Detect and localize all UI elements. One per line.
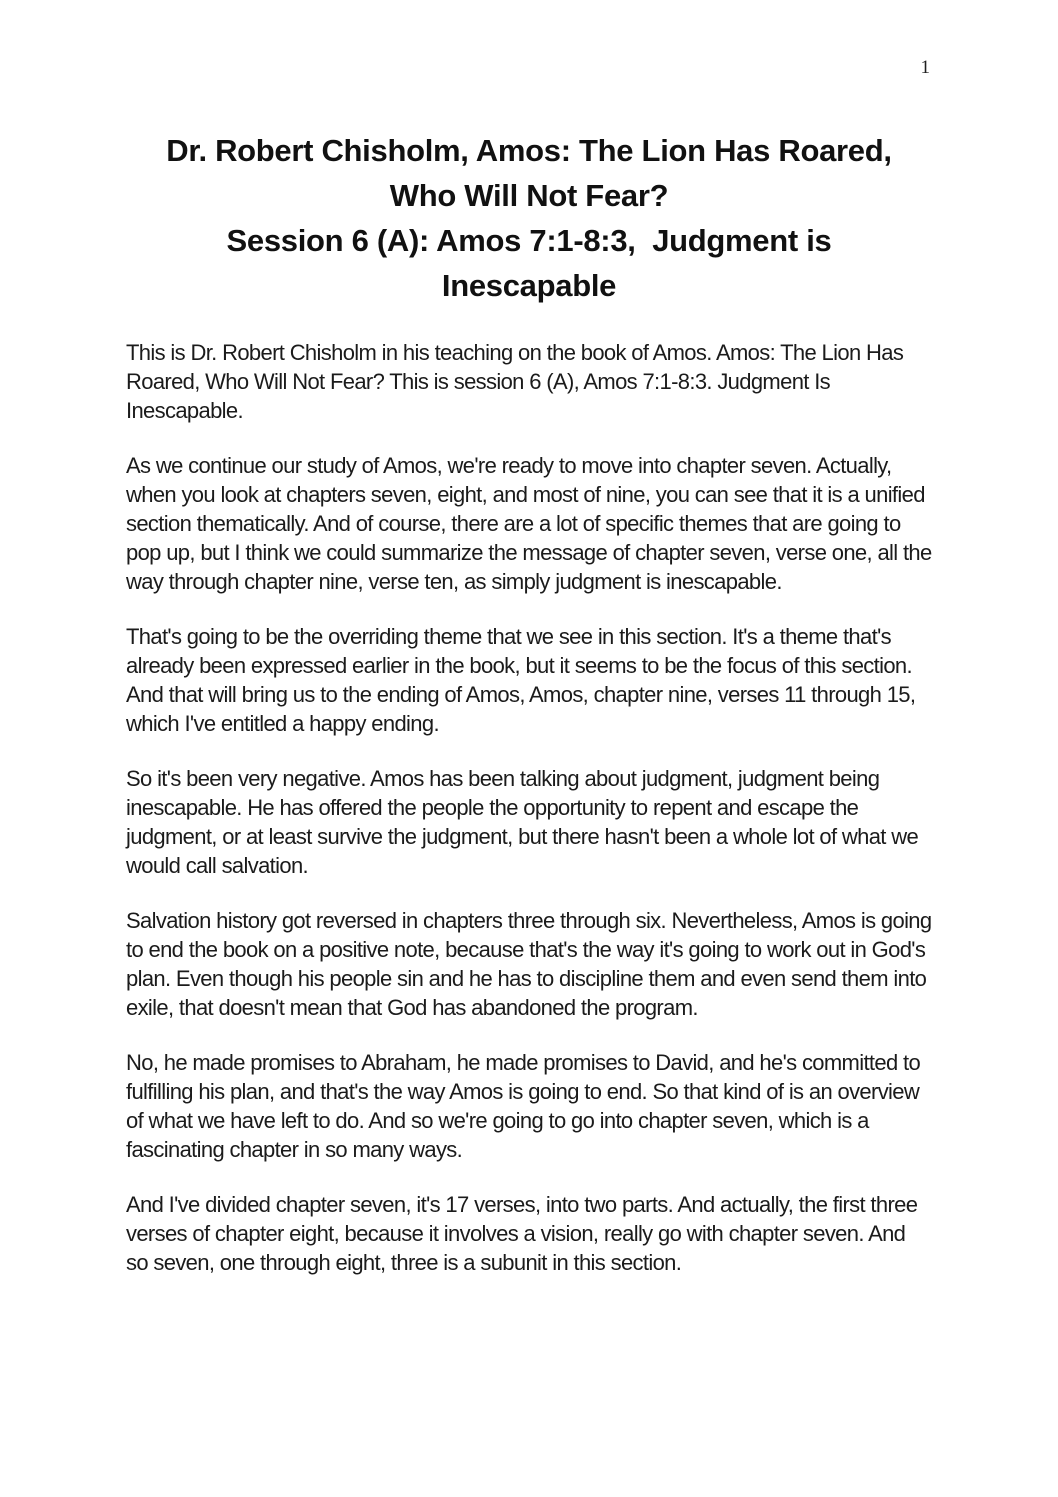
paragraph-promises: No, he made promises to Abraham, he made promises to David, and he's committed to fulfilling his plan, and that's the way Amos is going to end. So that kind of is an overview of what we have left to do. And so we're going to go into chapter seven, which is a fascinating chapter in so many ways. [126, 1050, 921, 1162]
paragraph-salvation-history: Salvation history got reversed in chapters three through six. Nevertheless, Amos is going to end the book on a positive note, because that's the way it's going to work out in God's plan. Even though his people sin and he has to discipline them and even send them into exile, that doesn't mean that God has abandoned the program. [126, 908, 932, 1020]
title-line-3: Session 6 (A): Amos 7:1-8:3, Judgment is [226, 223, 832, 258]
paragraph-study-continue: As we continue our study of Amos, we're ready to move into chapter seven. Actually, when you look at chapters seven, eight, and most of nine, you can see that it is a unified section thematically. And of course, there are a lot of specific themes that are going to pop up, but I think we could summarize the message of chapter seven, verse one, all the way through chapter nine, verse ten, as simply judgment is inescapable. [126, 453, 932, 594]
document-title [126, 128, 932, 308]
paragraph-very-negative: So it's been very negative. Amos has been talking about judgment, judgment being inescapable. He has offered the people the opportunity to repent and escape the judgment, or at least survive the judgment, but there hasn't been a whole lot of what we would call salvation. [126, 766, 919, 878]
title-line-1: Dr. Robert Chisholm, Amos: The Lion Has Roared, [166, 133, 892, 168]
paragraph-overriding-theme: That's going to be the overriding theme that we see in this section. It's a theme that's already been expressed earlier in the book, but it seems to be the focus of this section. And that will bring us to the ending of Amos, Amos, chapter nine, verses 11 through 15, which I've entitled a happy ending. [126, 624, 916, 736]
paragraph-divided-chapter: And I've divided chapter seven, it's 17 verses, into two parts. And actually, the first three verses of chapter eight, because it involves a vision, really go with chapter seven. And so seven, one through eight, three is a subunit in this section. [126, 1192, 918, 1275]
paragraph-intro: This is Dr. Robert Chisholm in his teaching on the book of Amos. Amos: The Lion Has Roared, Who Will Not Fear? This is session 6 (A), Amos 7:1-8:3. Judgment Is Inescapable. [126, 340, 904, 423]
title-line-4: Inescapable [441, 268, 617, 303]
page-number: 1 [920, 57, 930, 78]
document-body [126, 338, 932, 1277]
title-line-2: Who Will Not Fear? [389, 178, 669, 213]
